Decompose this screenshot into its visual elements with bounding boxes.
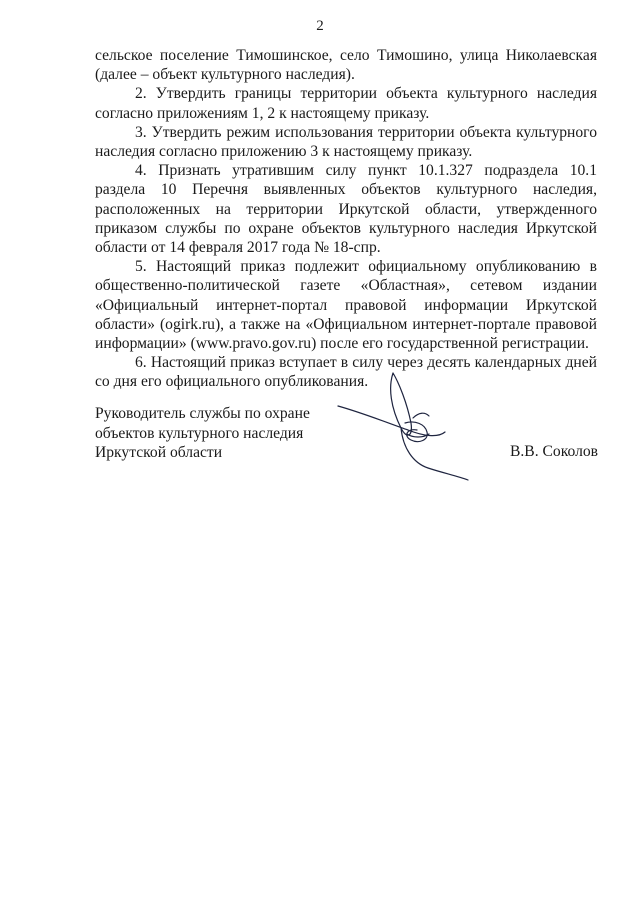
paragraph-2: 2. Утвердить границы территории объекта культурного наследия согласно приложениям 1, 2 к настоящему приказу.	[95, 85, 597, 122]
paragraph-4: 4. Признать утратившим силу пункт 10.1.327 подраздела 10.1 раздела 10 Перечня выявленных объектов культурного наследия, расположенных на территории Иркутской области, утвержденного приказом службы по охране объектов культурного наследия Иркутской области от 14 февраля 2017 года № 18-спр.	[95, 162, 597, 257]
signatory-position	[95, 404, 310, 463]
paragraph-5: 5. Настоящий приказ подлежит официальному опубликованию в общественно-политической газете «Областная», сетевом издании «Официальный интернет-портал правовой информации Иркутской области» (ogirk.ru), а также на «Официальном интернет-портале правовой информации» (www.pravo.gov.ru) после его государственной регистрации.	[95, 258, 597, 353]
signatory-position-line-3: Иркутской области	[95, 444, 223, 461]
document-body	[95, 46, 597, 392]
signatory-name: В.В. Соколов	[510, 443, 599, 460]
page-number: 2	[316, 18, 324, 34]
paragraph-6: 6. Настоящий приказ вступает в силу через десять календарных дней со дня его официального опубликования.	[95, 354, 597, 391]
signatory-position-line-1: Руководитель службы по охране	[95, 405, 310, 422]
paragraph-3: 3. Утвердить режим использования территории объекта культурного наследия согласно приложению 3 к настоящему приказу.	[95, 123, 597, 161]
handwritten-signature	[333, 368, 473, 483]
paragraph-1-continued: сельское поселение Тимошинское, село Тимошино, улица Николаевская (далее – объект культурного наследия).	[95, 47, 597, 84]
signatory-position-line-2: объектов культурного наследия	[95, 424, 304, 442]
